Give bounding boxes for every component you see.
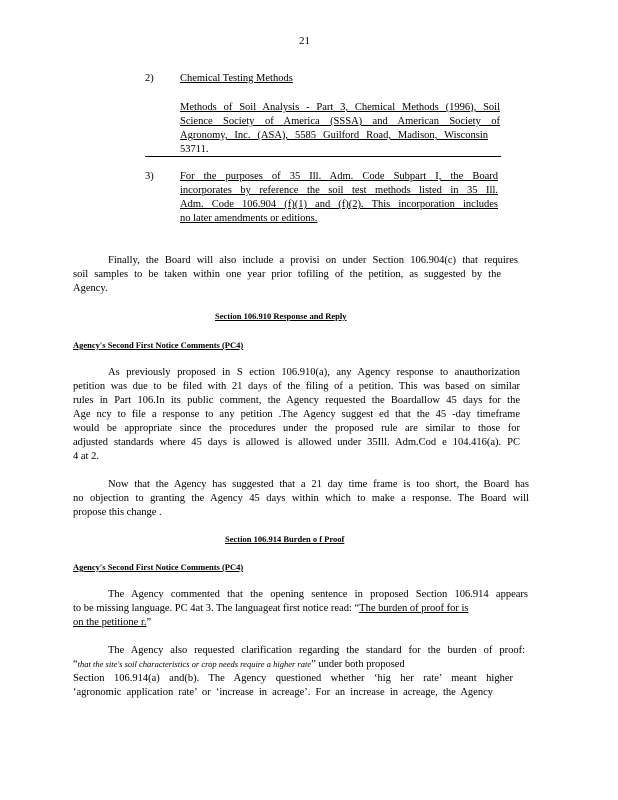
commented-line-2-prefix: to be missing language. PC 4at 3. The languageat first notice read: “ xyxy=(73,603,360,614)
commented-line-3 xyxy=(73,616,151,629)
item-2-heading: Chemical Testing Methods xyxy=(180,73,293,84)
commented-quote-start: The burden of proof for is xyxy=(359,603,469,614)
clarification-line-2-rest: ” under both proposed xyxy=(311,659,405,670)
finally-line-1: Finally, the Board will also include a provisi on under Section 106.904(c) that requires xyxy=(108,255,518,266)
previously-line-2: petition was due to be filed with 21 days of the filing of a petition. This was based on similar xyxy=(73,381,520,392)
now-line-1: Now that the Agency has suggested that a 21 day time frame is too short, the Board has xyxy=(108,479,529,490)
now-line-3: propose this change . xyxy=(73,507,162,518)
item-3-line-4: no later amendments or editions. xyxy=(180,213,318,224)
section-106-910-heading: Section 106.910 Response and Reply xyxy=(215,311,347,321)
previously-line-7: 4 at 2. xyxy=(73,451,99,462)
commented-line-3-suffix: ” xyxy=(146,617,152,628)
item-3-line-3: Adm. Code 106.904 (f)(1) and (f)(2). This incorporation includes xyxy=(180,199,498,210)
item-2-line-2: Science Society of America (SSSA) and American Society of xyxy=(180,116,500,127)
clarification-line-1: The Agency also requested clarification regarding the standard for the burden of proof: xyxy=(108,645,525,656)
section-106-914-subheading: Agency's Second First Notice Comments (PC4) xyxy=(73,562,244,572)
item-2-line-3: Agronomy, Inc. (ASA), 5585 Guilford Road, Madison, Wisconsin xyxy=(180,130,488,141)
finally-line-2: soil samples to be taken within one year prior tofiling of the petition, as suggested by the xyxy=(73,269,501,280)
section-106-910-subheading: Agency's Second First Notice Comments (PC4) xyxy=(73,340,244,350)
item-2-line-4: 53711. xyxy=(180,144,209,155)
commented-line-1: The Agency commented that the opening sentence in proposed Section 106.914 appears xyxy=(108,589,528,600)
clarification-line-4: ‘agronomic application rate’ or ‘increase in acreage’. For an increase in acreage, the Agency xyxy=(73,687,493,698)
previously-line-3: rules in Part 106.In its public comment, the Agency requested the Boardallow 45 days for the xyxy=(73,395,520,406)
clarification-line-3: Section 106.914(a) and(b). The Agency questioned whether ‘hig her rate’ meant higher xyxy=(73,673,513,684)
item-2-number: 2) xyxy=(145,73,154,84)
section-106-914-heading: Section 106.914 Burden o f Proof xyxy=(225,534,345,544)
commented-quote-end: on the petitione r. xyxy=(73,617,147,628)
clarification-italic-quote: that the site's soil characteristics or crop needs require a higher rate xyxy=(77,659,312,669)
page-number: 21 xyxy=(299,35,310,47)
previously-line-5: would be appropriate since the procedures under the proposed rule are similar to those for xyxy=(73,423,520,434)
item-3-line-1: For the purposes of 35 Ill. Adm. Code Subpart I, the Board xyxy=(180,171,498,182)
clarification-line-2 xyxy=(73,658,405,671)
item-3-number: 3) xyxy=(145,171,154,182)
item-3-line-2: incorporates by reference the soil test methods listed in 35 Ill. xyxy=(180,185,498,196)
previously-line-4: Age ncy to file a response to any petition .The Agency suggest ed that the 45 -day timeframe xyxy=(73,409,520,420)
previously-line-1: As previously proposed in S ection 106.910(a), any Agency response to anauthorization xyxy=(108,367,520,378)
previously-line-6: adjusted standards where 45 days is allowed is allowed under 35Ill. Adm.Cod e 104.416(a). PC xyxy=(73,437,520,448)
finally-line-3: Agency. xyxy=(73,283,108,294)
item-2-divider xyxy=(145,156,501,157)
commented-line-2 xyxy=(73,602,469,615)
clarification-open-quote: “ xyxy=(73,659,78,670)
item-2-line-1: Methods of Soil Analysis - Part 3, Chemical Methods (1996), Soil xyxy=(180,102,500,113)
now-line-2: no objection to granting the Agency 45 days within which to make a response. The Board will xyxy=(73,493,529,504)
